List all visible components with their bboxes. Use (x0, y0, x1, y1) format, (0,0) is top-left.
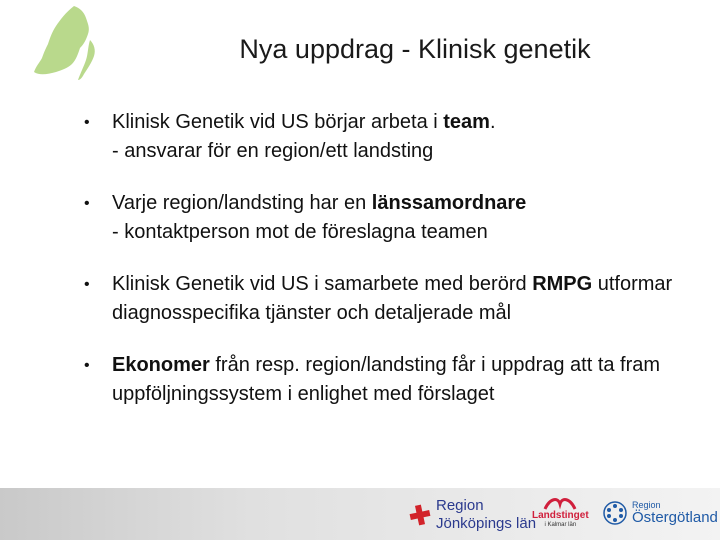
bullet-text: Varje region/landsting har en länssamordnare (112, 192, 527, 214)
landstinget-kalmar-logo (532, 496, 589, 529)
logo-text-line2: Östergötland (632, 509, 718, 526)
map-icon (28, 4, 110, 82)
logo-text-line1: Region (436, 497, 484, 514)
logo-text-line2: Jönköpings län (436, 515, 537, 532)
logo-text-line1: Region (632, 500, 661, 510)
bullet-list (84, 108, 684, 432)
slide-title: Nya uppdrag - Klinisk genetik (239, 34, 591, 64)
bullet-text: Klinisk Genetik vid US i samarbete med berörd RMPG utformar diagnosspecifika tjänster och detaljerade mål (112, 273, 673, 324)
bullet-item (84, 351, 684, 409)
circle-dots-icon (602, 500, 628, 526)
red-cross-icon (408, 503, 432, 527)
heart-arc-icon (542, 496, 578, 510)
bullet-marker: • (84, 357, 90, 374)
logo-text-name: Landstinget (532, 510, 589, 521)
bullet-text: Ekonomer från resp. region/landsting får i uppdrag att ta fram uppföljningssystem i enlighet med förslaget (112, 354, 661, 405)
bullet-subline: - ansvarar för en region/ett landsting (112, 140, 434, 162)
bullet-marker: • (84, 276, 90, 293)
bullet-item (84, 108, 684, 166)
bullet-marker: • (84, 195, 90, 212)
logo-text-sub: i Kalmar län (544, 522, 577, 528)
bullet-item (84, 270, 684, 328)
bullet-subline: - kontaktperson mot de föreslagna teamen (112, 221, 488, 243)
bullet-marker: • (84, 114, 90, 131)
region-ostergotland-logo (602, 500, 718, 526)
bullet-text: Klinisk Genetik vid US börjar arbeta i team. (112, 111, 496, 133)
bullet-item (84, 189, 684, 247)
region-jonkoping-logo (408, 497, 536, 533)
